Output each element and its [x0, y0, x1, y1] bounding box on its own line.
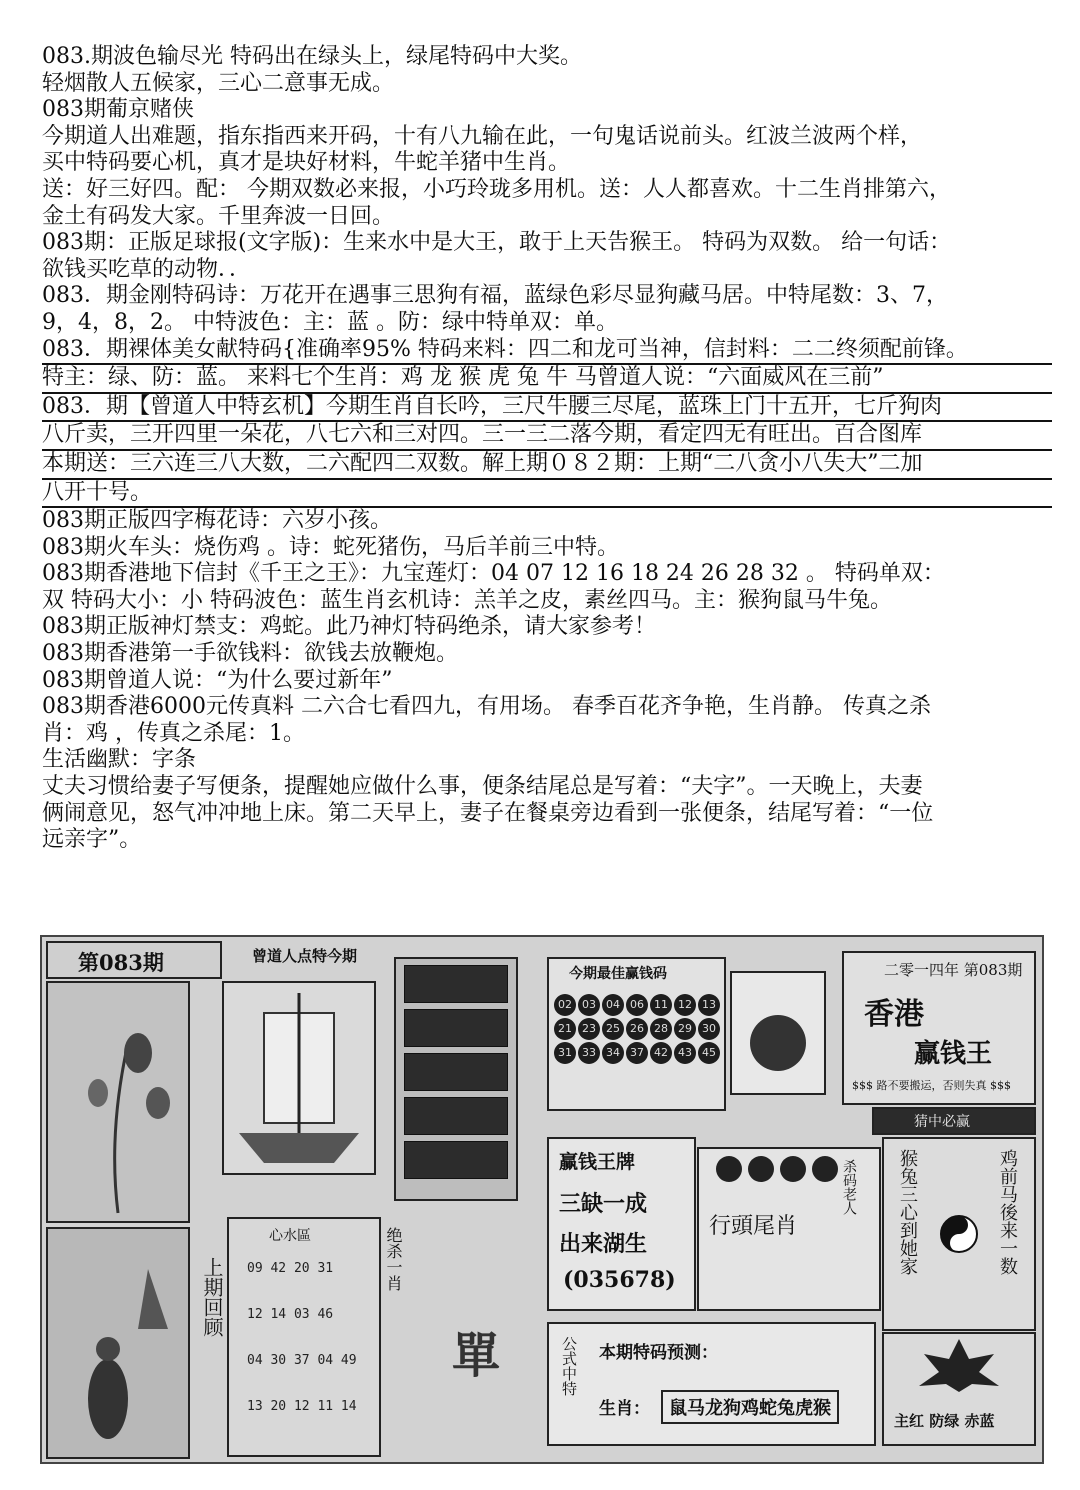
text-line: 083期正版神灯禁支：鸡蛇。此乃神灯特码绝杀，请大家参考！ — [42, 614, 656, 640]
text-line: 特主：绿、防：蓝。 来料七个生肖：鸡 龙 猴 虎 兔 牛 马曾道人说：“六面威风在三前” — [42, 365, 1052, 394]
fruit-panel — [730, 971, 826, 1095]
money-line: $$$ 路不要搬运，否则失真 $$$ — [852, 1079, 1011, 1092]
vertical-text-panel — [882, 1137, 1036, 1331]
text-line: 083期曾道人说：“为什么要过新年” — [42, 667, 393, 693]
flower-picture — [46, 981, 190, 1223]
vertical-left: 上期回顾 — [200, 1257, 224, 1337]
grid-row: 09 42 20 31 — [247, 1261, 334, 1276]
vertical-right-two: 鸡前马後来一数 — [997, 1149, 1018, 1275]
row-tail-panel — [697, 1147, 881, 1311]
phrase-two: 出来湖生 — [559, 1231, 648, 1257]
ship-icon — [224, 983, 374, 1173]
text-line: 本期送：三六连三八大数，二六配四二双数。解上期０８２期：上期“二八贪小八失大”二加 — [42, 451, 1052, 480]
text-line: 今期道人出难题，指东指西来开码，十有八九输在此，一句鬼话说前头。红波兰波两个样， — [42, 123, 923, 149]
guess-bar — [872, 1107, 1036, 1135]
heart-water-panel — [227, 1217, 381, 1457]
text-line: 欲钱买吃草的动物．． — [42, 256, 252, 282]
text-line: 9，4，8，2。 中特波色：主：蓝 。防：绿中特单双：单。 — [42, 309, 618, 335]
number-ball: 30 — [698, 1018, 720, 1040]
number-ball: 33 — [578, 1042, 600, 1064]
text-line: 肖：鸡 ，传真之杀尾：1。 — [42, 720, 305, 746]
text-line: 083期：正版足球报(文字版)：生来水中是大王，敢于上天告猴王。 特码为双数。 给一句话： — [42, 230, 952, 256]
text-line: 八开十号。 — [42, 480, 1052, 509]
issue-box — [46, 941, 222, 979]
number-ball: 11 — [650, 994, 672, 1016]
row-tail-label: 行頭尾肖 — [709, 1214, 798, 1239]
big-win-panel — [547, 1137, 696, 1311]
text-line: 双 特码大小：小 特码波色：蓝生肖玄机诗：羔羊之皮，素丝四马。主：猴狗鼠马牛兔。 — [42, 587, 892, 613]
number-grid — [247, 1259, 357, 1443]
dark-cells — [394, 957, 518, 1201]
text-line: 083期葡京赌侠 — [42, 97, 194, 123]
burst-icon — [884, 1334, 1034, 1394]
number-ball: 45 — [698, 1042, 720, 1064]
vertical-mid: 绝杀一肖 — [384, 1227, 403, 1291]
bottom-right-text: 主红 防绿 赤蓝 — [894, 1412, 995, 1430]
text-line: 轻烟散人五候家，三心二意事无成。 — [42, 70, 395, 96]
text-line: 生活幽默：字条 — [42, 747, 197, 773]
grid-row: 12 14 03 46 — [247, 1307, 334, 1322]
number-ball: 28 — [650, 1018, 672, 1040]
text-line: 083．期裸体美女献特码{准确率95% 特码来料：四二和龙可当神，信封料：二二终须配前锋。 — [42, 337, 1052, 366]
kill-label: 杀码老人 — [841, 1159, 857, 1215]
formula-label: 公式中特 — [560, 1336, 578, 1396]
text-line: 金土有码发大家。千里奔波一日回。 — [42, 203, 395, 229]
text-line: 八斤卖，三开四里一朵花，八七六和三对四。三一三二落今期，看定四无有旺出。百合图库 — [42, 422, 1052, 451]
figure-icon — [48, 1229, 188, 1457]
text-line: 083期火车头：烧伤鸡 。诗：蛇死猪伤，马后羊前三中特。 — [42, 534, 619, 560]
vertical-right-one: 猴兔三心到她家 — [897, 1149, 918, 1275]
text-line: 送：好三好四。配： 今期双数必来报，小巧玲珑多用机。送：人人都喜欢。十二生肖排第六， — [42, 176, 951, 202]
single-label: 單 — [452, 1328, 501, 1384]
code-label: (035678) — [563, 1267, 676, 1293]
text-line: 俩闹意见，怒气冲冲地上床。第二天早上，妻子在餐桌旁边看到一张便条，结尾写着：“一位 — [42, 800, 934, 826]
text-line: 丈夫习惯给妻子写便条，提醒她应做什么事，便条结尾总是写着：“夫字”。一天晚上，夫妻 — [42, 774, 923, 800]
figure-picture — [46, 1227, 190, 1459]
big-win-label: 赢钱王牌 — [559, 1151, 636, 1173]
newspaper-scan — [40, 935, 1044, 1464]
heart-water-label: 心水區 — [269, 1228, 311, 1244]
flower-drawing-icon — [48, 983, 188, 1221]
ship-picture — [222, 981, 376, 1175]
number-ball: 13 — [698, 994, 720, 1016]
issue-label: 第083期 — [78, 950, 164, 975]
text-line: 083期香港地下信封《千王之王》：九宝莲灯：04 07 12 16 18 24 26 28 32 。 特码单双： — [42, 561, 945, 587]
number-ball: 43 — [674, 1042, 696, 1064]
number-ball: 21 — [554, 1018, 576, 1040]
text-line: 083．期金刚特码诗：万花开在遇事三思狗有福，蓝绿色彩尽显狗藏马居。中特尾数：3、7， — [42, 283, 948, 309]
text-line: 083期香港6000元传真料 二六合七看四九，有用场。 春季百花齐争艳，生肖静。 传真之杀 — [42, 694, 931, 720]
number-ball: 29 — [674, 1018, 696, 1040]
text-line: 083.期波色输尽光 特码出在绿头上，绿尾特码中大奖。 — [42, 44, 582, 69]
grid-row: 13 20 12 11 14 — [247, 1399, 357, 1414]
yin-yang-icon — [884, 1139, 1034, 1329]
phrase-one: 三缺一成 — [559, 1191, 648, 1217]
text-line: 083期正版四字梅花诗：六岁小孩。 — [42, 508, 392, 534]
number-ball: 37 — [626, 1042, 648, 1064]
hk-panel — [842, 951, 1036, 1105]
predict-panel — [547, 1322, 876, 1446]
grid-row: 04 30 37 04 49 — [247, 1353, 357, 1368]
date-title: 二零一四年 第083期 — [884, 961, 1023, 979]
number-ball: 12 — [674, 994, 696, 1016]
number-ball: 31 — [554, 1042, 576, 1064]
region-label: 香港 — [864, 997, 924, 1032]
bottom-right-panel — [882, 1332, 1036, 1446]
predict-label: 本期特码预测： — [599, 1343, 718, 1363]
number-ball: 06 — [626, 994, 648, 1016]
number-ball: 03 — [578, 994, 600, 1016]
number-ball: 23 — [578, 1018, 600, 1040]
number-ball: 02 — [554, 994, 576, 1016]
number-ball: 26 — [626, 1018, 648, 1040]
zodiac-list: 鼠马龙狗鸡蛇兔虎猴 — [661, 1390, 839, 1424]
number-ball: 04 — [602, 994, 624, 1016]
text-line: 083期香港第一手欲钱料：欲钱去放鞭炮。 — [42, 641, 458, 667]
caption-left: 曾道人点特今期 — [252, 947, 358, 965]
balls-title: 今期最佳赢钱码 — [569, 966, 667, 982]
number-balls — [553, 993, 721, 1065]
text-line: 远亲字”。 — [42, 827, 142, 853]
zodiac-label: 生肖： — [599, 1399, 650, 1419]
fruit-icon — [732, 973, 824, 1093]
number-ball: 34 — [602, 1042, 624, 1064]
win-king-label: 赢钱王 — [914, 1039, 993, 1069]
article-text — [42, 44, 1052, 854]
text-line: 083．期【曾道人中特玄机】今期生肖自长吟，三尺牛腰三尽尾，蓝珠上门十五开，七斤狗肉 — [42, 394, 1052, 423]
number-ball: 42 — [650, 1042, 672, 1064]
guess-title: 猜中必赢 — [914, 1114, 970, 1130]
number-ball: 25 — [602, 1018, 624, 1040]
balls-panel — [547, 957, 726, 1111]
text-line: 买中特码要心机，真才是块好材料，牛蛇羊猪中生肖。 — [42, 150, 571, 176]
